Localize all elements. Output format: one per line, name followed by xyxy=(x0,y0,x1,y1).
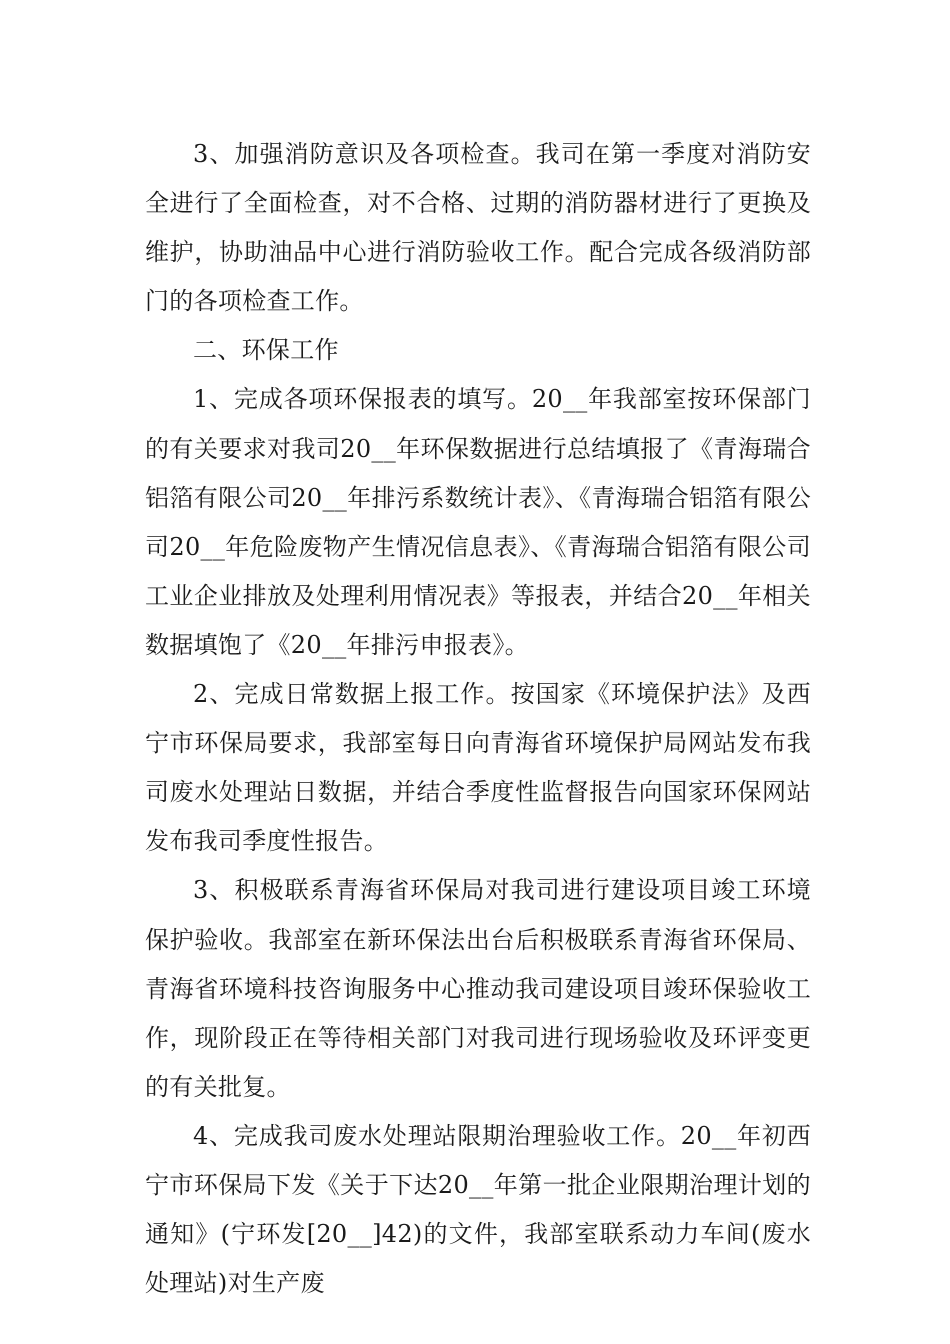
paragraph-fire-inspection: 3、加强消防意识及各项检查。我司在第一季度对消防安全进行了全面检查，对不合格、过期的消防器材进行了更换及维护，协助油品中心进行消防验收工作。配合完成各级消防部门的各项检查工作。 xyxy=(145,140,811,316)
paragraph-wastewater-station: 4、完成我司废水处理站限期治理验收工作。20__年初西宁市环保局下发《关于下达20__年第一批企业限期治理计划的通知》(宁环发[20__]42)的文件，我部室联系动力车间(废水处理站)对生产废 xyxy=(145,1121,811,1298)
paragraph-completion-acceptance: 3、积极联系青海省环保局对我司进行建设项目竣工环境保护验收。我部室在新环保法出台后积极联系青海省环保局、青海省环境科技咨询服务中心推动我司建设项目竣环保验收工作，现阶段正在等待相关部门对我司进行现场验收及环评变更的有关批复。 xyxy=(145,876,811,1101)
paragraph-daily-data-reporting: 2、完成日常数据上报工作。按国家《环境保护法》及西宁市环保局要求，我部室每日向青海省环境保护局网站发布我司废水处理站日数据，并结合季度性监督报告向国家环保网站发布我司季度性报告。 xyxy=(145,680,811,856)
paragraph-environmental-reports: 1、完成各项环保报表的填写。20__年我部室按环保部门的有关要求对我司20__年环保数据进行总结填报了《青海瑞合铝箔有限公司20__年排污系数统计表》、《青海瑞合铝箔有限公司20__年危险废物产生情况信息表》、《青海瑞合铝箔有限公司工业企业排放及处理利用情况表》等报表，并结合20__年相关数据填饱了《20__年排污申报表》。 xyxy=(145,385,811,659)
section-heading-environmental-work: 二、环保工作 xyxy=(193,336,339,365)
document-body xyxy=(145,130,811,1308)
